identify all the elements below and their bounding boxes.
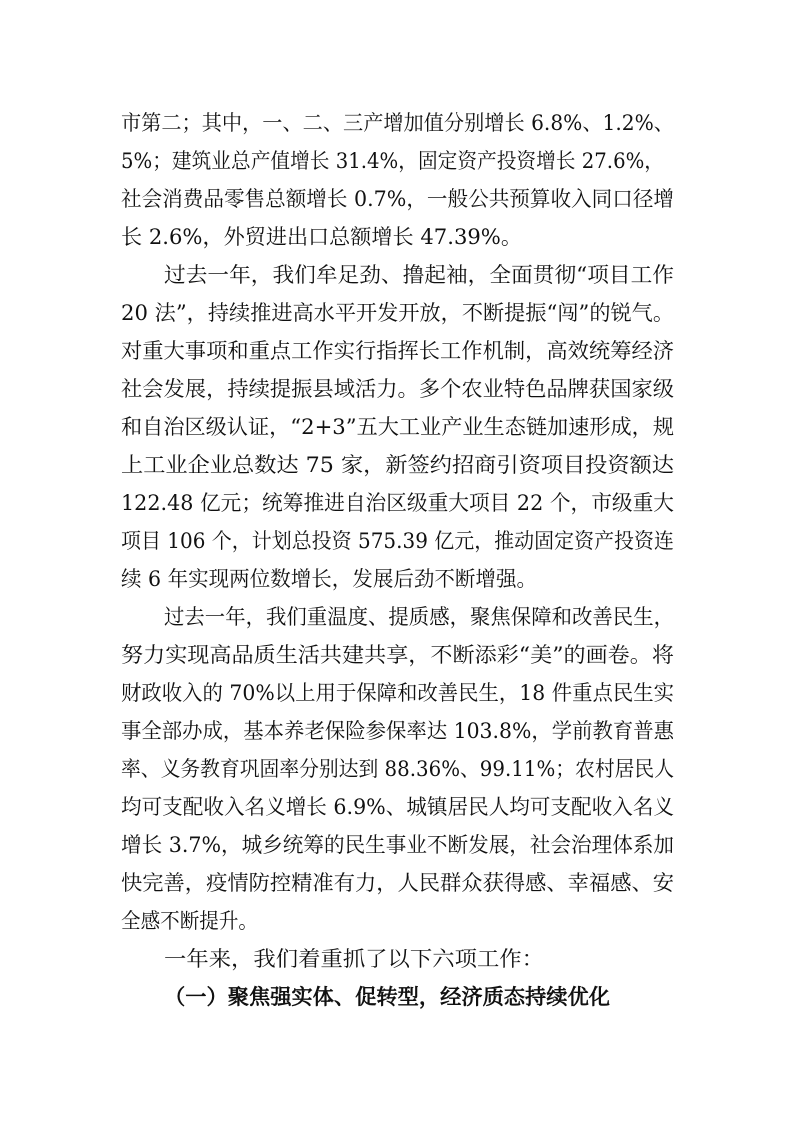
text-line [0,867,793,907]
text-line [0,753,793,793]
line-text: 122.48 亿元；统筹推进自治区级重大项目 22 个，市级重大 [121,491,674,515]
line-text: 市第二；其中，一、二、三产增加值分别增长 6.8%、1.2%、 [121,111,674,135]
line-text: 5%；建筑业总产值增长 31.4%，固定资产投资增长 27.6%， [121,149,664,173]
line-text: 财政收入的 70%以上用于保障和改善民生，18 件重点民生实 [121,681,674,705]
line-text: 过去一年，我们重温度、提质感，聚焦保障和改善民生， [164,605,674,629]
text-line [0,791,793,831]
text-line [0,183,793,223]
section-heading-text: （一）聚焦强实体、促转型，经济质态持续优化 [164,985,610,1009]
line-text: 续 6 年实现两位数增长，发展后劲不断增强。 [121,567,537,591]
text-line [0,943,793,983]
line-text: 快完善，疫情防控精准有力，人民群众获得感、幸福感、安 [121,871,674,895]
text-line [0,411,793,451]
text-line [0,715,793,755]
text-line [0,259,793,299]
text-line [0,639,793,679]
line-text: 一年来，我们着重抓了以下六项工作： [164,947,544,971]
text-line [0,563,793,603]
text-line [0,297,793,337]
text-line [0,373,793,413]
text-line [0,487,793,527]
line-text: 和自治区级认证，“2+3”五大工业产业生态链加速形成，规 [121,415,674,439]
line-text: 努力实现高品质生活共建共享，不断添彩“美”的画卷。将 [121,643,674,667]
text-line [0,107,793,147]
line-text: 率、义务教育巩固率分别达到 88.36%、99.11%；农村居民人 [121,757,674,781]
line-text: 长 2.6%，外贸进出口总额增长 47.39%。 [121,225,522,249]
text-line [0,221,793,261]
text-line [0,905,793,945]
line-text: 项目 106 个，计划总投资 575.39 亿元，推动固定资产投资连 [121,529,674,553]
section-heading [0,981,793,1021]
text-line [0,145,793,185]
line-text: 20 法”，持续推进高水平开发开放，不断提振“闯”的锐气。 [121,301,674,325]
text-line [0,525,793,565]
line-text: 社会发展，持续提振县域活力。多个农业特色品牌获国家级 [121,377,674,401]
text-line [0,449,793,489]
text-line [0,601,793,641]
line-text: 全感不断提升。 [121,909,258,933]
line-text: 对重大事项和重点工作实行指挥长工作机制，高效统筹经济 [121,339,674,363]
text-line [0,335,793,375]
text-line [0,677,793,717]
text-line [0,829,793,869]
line-text: 上工业企业总数达 75 家，新签约招商引资项目投资额达 [121,453,674,477]
line-text: 社会消费品零售总额增长 0.7%，一般公共预算收入同口径增 [121,187,674,211]
line-text: 事全部办成，基本养老保险参保率达 103.8%，学前教育普惠 [121,719,674,743]
line-text: 过去一年，我们牟足劲、撸起袖，全面贯彻“项目工作 [164,263,674,287]
line-text: 均可支配收入名义增长 6.9%、城镇居民人均可支配收入名义 [121,795,674,819]
line-text: 增长 3.7%，城乡统筹的民生事业不断发展，社会治理体系加 [121,833,674,857]
